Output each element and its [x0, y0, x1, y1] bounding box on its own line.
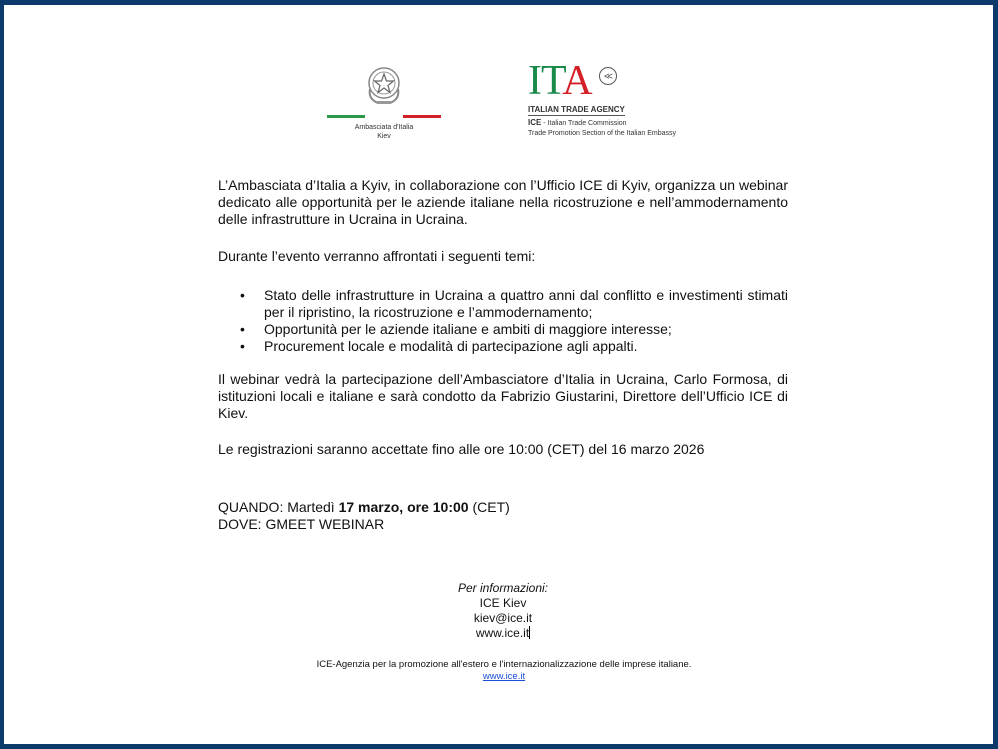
list-item: • Stato delle infrastrutture in Ucraina a quattro anni dal conflitto e investimenti stimati per il ripristino, la ricostruzione e l’ammodernamento;	[218, 287, 788, 321]
info-website[interactable]: www.ice.it	[475, 626, 530, 640]
topics-list	[218, 287, 788, 355]
participants-paragraph: Il webinar vedrà la partecipazione dell’Ambasciatore d’Italia in Ucraina, Carlo Formosa, di istituzioni locali e italiane e sarà condotto da Fabrizio Giustarini, Direttore dell’Ufficio ICE di Kiev.	[218, 371, 788, 421]
footer-link[interactable]: www.ice.it	[482, 671, 526, 682]
event-when	[218, 499, 788, 516]
embassy-name	[322, 123, 446, 141]
ita-letter-i: I	[528, 58, 541, 104]
event-where: DOVE: GMEET WEBINAR	[218, 516, 385, 532]
ice-line: - Italian Trade Commission	[541, 120, 627, 127]
embassy-logo	[322, 63, 446, 141]
ita-mark	[528, 58, 718, 104]
when-label: QUANDO: Martedì	[218, 499, 339, 515]
italian-emblem-icon	[362, 63, 406, 107]
embassy-name-line1: Ambasciata d'Italia	[354, 124, 414, 131]
ice-bold: ICE	[528, 118, 542, 127]
italian-flag-stripe	[327, 115, 441, 118]
footer-agency: ICE-Agenzia per la promozione all'estero e l'internazionalizzazione delle imprese italiane.	[316, 659, 692, 670]
info-block	[403, 581, 603, 641]
when-timezone: (CET)	[468, 499, 510, 515]
when-date: 17 marzo, ore 10:00	[338, 499, 469, 515]
embassy-name-line2: Kiev	[377, 133, 391, 140]
topics-intro: Durante l’evento verranno affrontati i seguenti temi:	[218, 248, 536, 264]
ita-agency-name: ITALIAN TRADE AGENCY	[528, 105, 625, 114]
info-title: Per informazioni:	[457, 581, 549, 595]
ita-logo	[528, 58, 718, 138]
list-item: • Procurement locale e modalità di partecipazione agli appalti.	[218, 338, 788, 355]
registration-deadline: Le registrazioni saranno accettate fino alle ore 10:00 (CET) del 16 marzo 2026	[218, 441, 705, 457]
info-website-row	[403, 626, 603, 641]
text-cursor	[529, 626, 530, 639]
list-item: • Opportunità per le aziende italiane e ambiti di maggiore interesse;	[218, 321, 788, 338]
ice-symbol-icon: ≪	[599, 67, 617, 85]
ita-section-line: Trade Promotion Section of the Italian Embassy	[528, 130, 676, 137]
ita-commission	[528, 119, 718, 128]
ita-letter-a: A	[562, 58, 590, 104]
info-email[interactable]: kiev@ice.it	[473, 611, 533, 625]
document-page	[4, 5, 993, 744]
ita-letter-t: T	[541, 58, 563, 104]
intro-paragraph: L’Ambasciata d’Italia a Kyiv, in collaborazione con l’Ufficio ICE di Kyiv, organizza un webinar dedicato alle opportunità per le aziende italiane nella ricostruzione e nell’ammodernamento delle infrastrutture in Ucraina in Ucraina.	[218, 177, 788, 227]
info-office: ICE Kiev	[479, 596, 527, 610]
footer	[264, 659, 744, 683]
